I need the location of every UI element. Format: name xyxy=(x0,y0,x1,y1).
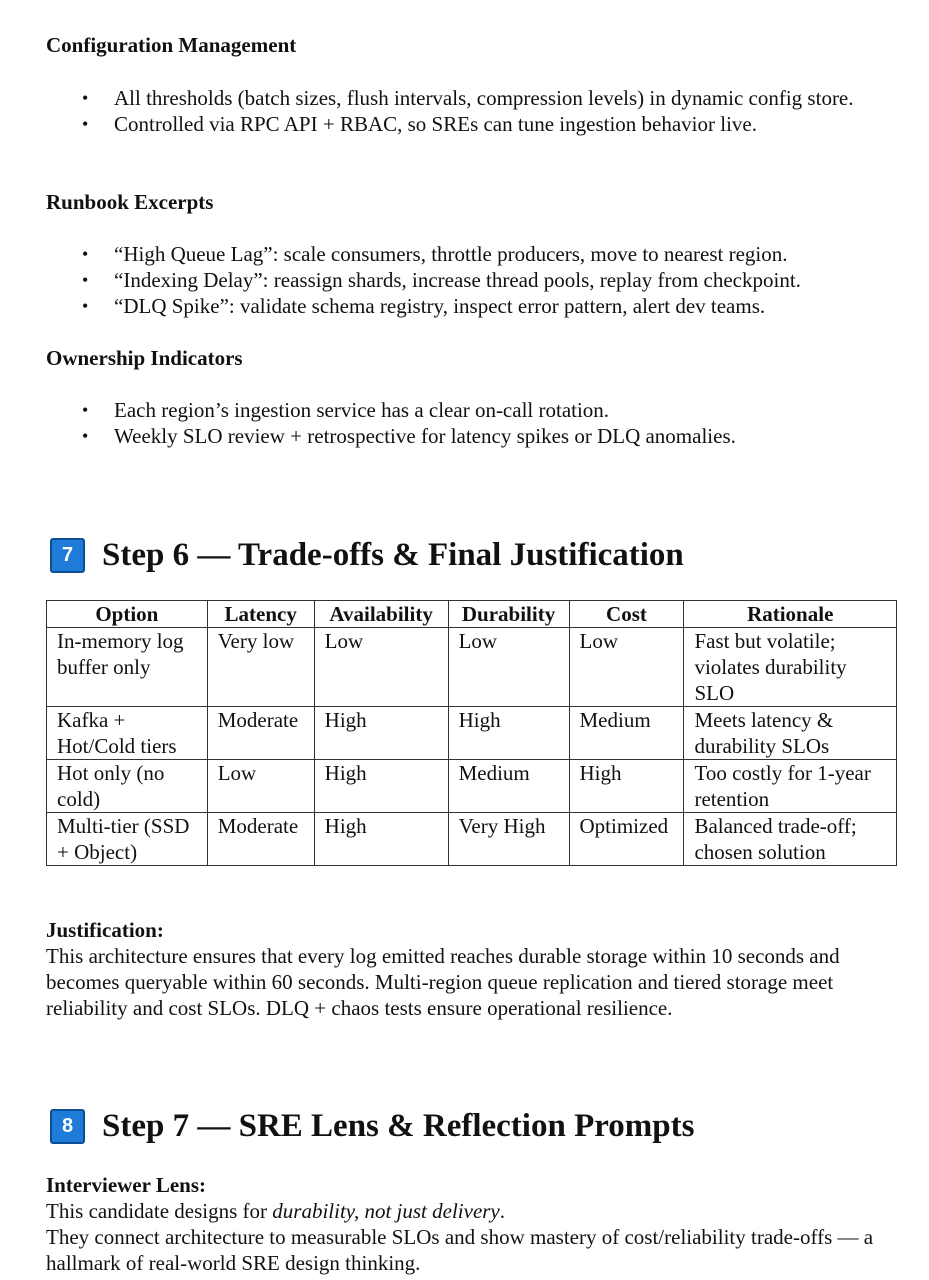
step7-title: Step 7 — SRE Lens & Reflection Prompts xyxy=(102,1108,695,1144)
bullet-icon: • xyxy=(82,88,89,108)
table-cell: Low xyxy=(448,628,569,707)
runbook-heading: Runbook Excerpts xyxy=(46,190,214,214)
justification-paragraph xyxy=(46,917,896,1021)
step6-title: Step 6 — Trade-offs & Final Justification xyxy=(102,537,684,573)
table-cell: High xyxy=(314,707,448,760)
table-row xyxy=(47,628,897,707)
table-cell: Kafka + Hot/Cold tiers xyxy=(47,707,208,760)
table-cell: Too costly for 1-year retention xyxy=(684,760,897,813)
column-header: Option xyxy=(47,601,208,628)
list-item: • Controlled via RPC API + RBAC, so SREs can tune ingestion behavior live. xyxy=(82,112,757,136)
step-number-badge-icon: 8 xyxy=(50,1109,85,1144)
table-cell: In-memory log buffer only xyxy=(47,628,208,707)
justification-label: Justification: xyxy=(46,918,164,942)
table-row xyxy=(47,707,897,760)
list-item: • Weekly SLO review + retrospective for latency spikes or DLQ anomalies. xyxy=(82,424,736,448)
table-cell: Moderate xyxy=(207,813,314,866)
table-cell: High xyxy=(314,813,448,866)
ownership-bullet-list xyxy=(46,397,886,449)
table-cell: Moderate xyxy=(207,707,314,760)
emphasis-text: durability, not just delivery xyxy=(272,1199,500,1223)
step7-heading xyxy=(50,1106,694,1146)
table-cell: Low xyxy=(569,628,684,707)
table-cell: Meets latency & durability SLOs xyxy=(684,707,897,760)
justification-text: This architecture ensures that every log emitted reaches durable storage within 10 seconds and becomes queryable within 60 seconds. Multi-region queue replication and tiered storage meet reliability and cost SLOs. DLQ + chaos tests ensure operational resilience. xyxy=(46,944,840,1020)
table-row xyxy=(47,760,897,813)
bullet-icon: • xyxy=(82,296,89,316)
column-header: Durability xyxy=(448,601,569,628)
table-cell: High xyxy=(314,760,448,813)
list-item: • Each region’s ingestion service has a clear on-call rotation. xyxy=(82,398,610,422)
table-cell: Medium xyxy=(448,760,569,813)
bullet-icon: • xyxy=(82,400,89,420)
step6-heading xyxy=(50,535,684,575)
table-cell: Low xyxy=(314,628,448,707)
tradeoffs-table xyxy=(46,600,897,866)
list-item: • “High Queue Lag”: scale consumers, throttle producers, move to nearest region. xyxy=(82,242,788,266)
bullet-icon: • xyxy=(82,244,89,264)
list-item: • All thresholds (batch sizes, flush intervals, compression levels) in dynamic config store. xyxy=(82,86,854,110)
list-item: • “Indexing Delay”: reassign shards, increase thread pools, replay from checkpoint. xyxy=(82,268,801,292)
table-cell: High xyxy=(569,760,684,813)
table-cell: Medium xyxy=(569,707,684,760)
interviewer-lens-label: Interviewer Lens: xyxy=(46,1173,206,1197)
interviewer-lens-text: They connect architecture to measurable SLOs and show mastery of cost/reliability trade-offs — a hallmark of real-world SRE design thinking. xyxy=(46,1225,874,1275)
table-cell: Very High xyxy=(448,813,569,866)
list-item: • “DLQ Spike”: validate schema registry, inspect error pattern, alert dev teams. xyxy=(82,294,766,318)
table-cell: Low xyxy=(207,760,314,813)
bullet-icon: • xyxy=(82,426,89,446)
interviewer-lens-paragraph: Interviewer Lens: This candidate designs for durability, not just delivery. They connect architecture to measurable SLOs and show mastery of cost/reliability trade-offs — a hallmark of real-world SRE design thinking. xyxy=(46,1173,874,1275)
config-heading: Configuration Management xyxy=(46,33,297,57)
table-cell: Fast but volatile; violates durability SLO xyxy=(684,628,897,707)
column-header: Rationale xyxy=(684,601,897,628)
bullet-icon: • xyxy=(82,270,89,290)
table-cell: Balanced trade-off; chosen solution xyxy=(684,813,897,866)
column-header: Cost xyxy=(569,601,684,628)
table-cell: Multi-tier (SSD + Object) xyxy=(47,813,208,866)
table-row xyxy=(47,813,897,866)
table-cell: Hot only (no cold) xyxy=(47,760,208,813)
bullet-icon: • xyxy=(82,114,89,134)
column-header: Availability xyxy=(314,601,448,628)
table-header-row xyxy=(47,601,897,628)
table-cell: High xyxy=(448,707,569,760)
config-bullet-list xyxy=(46,85,886,137)
runbook-bullet-list xyxy=(46,241,886,319)
step-number-badge-icon: 7 xyxy=(50,538,85,573)
column-header: Latency xyxy=(207,601,314,628)
table-cell: Optimized xyxy=(569,813,684,866)
ownership-heading: Ownership Indicators xyxy=(46,346,243,370)
table-cell: Very low xyxy=(207,628,314,707)
